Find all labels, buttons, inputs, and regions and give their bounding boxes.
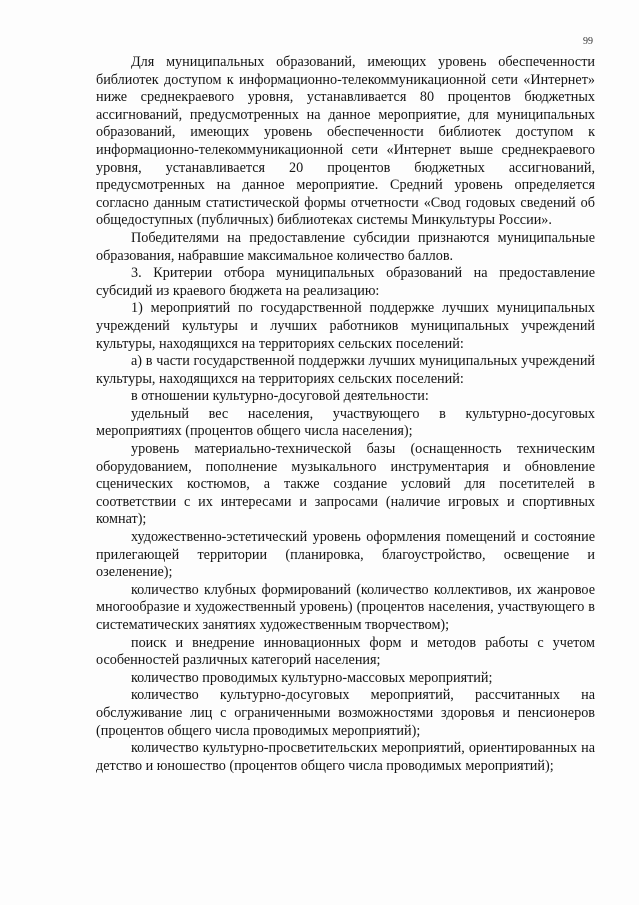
paragraph-criterion-clubs: количество клубных формирований (количество коллективов, их жанровое многообразие и художественный уровень) (процентов населения, участвующего в систематических занятиях художественным творчеством); <box>96 581 595 633</box>
paragraph-winners: Победителями на предоставление субсидии признаются муниципальные образования, набравшие максимальное количество баллов. <box>96 229 595 264</box>
paragraph-cultural-leisure: в отношении культурно-досуговой деятельности: <box>131 388 429 405</box>
paragraph-criterion-aesthetic: художественно-эстетический уровень оформления помещений и состояние прилегающей территории (планировка, благоустройство, освещение и озеленение); <box>96 529 595 581</box>
paragraph-library-internet-access: Для муниципальных образований, имеющих уровень обеспеченности библиотек доступом к информационно-телекоммуникационной сети «Интернет» ниже среднекраевого уровня, устанавливается 80 процентов бюджетных ассигнований, предусмотренных на данное мероприятие, для муниципальных образований, имеющих уровень обеспеченности библиотек доступом к информационно-телекоммуникационной сети «Интернет выше среднекраевого уровня, устанавливается 20 процентов бюджетных ассигнований, предусмотренных на данное мероприятие. Средний уровень определяется согласно данным статистической формы отчетности «Свод годовых сведений об общедоступных (публичных) библиотеках системы Минкультуры России». <box>96 54 595 229</box>
paragraph-item-1a: а) в части государственной поддержки лучших муниципальных учреждений культуры, находящихся на территориях сельских поселений: <box>96 353 595 387</box>
paragraph-criterion-material-base: уровень материально-технической базы (оснащенность техническим оборудованием, пополнение музыкального инструментария и обновление сценических костюмов, а также создание условий для посетителей в соответствии с их интересами и запросами (наличие игровых и спортивных комнат); <box>96 441 595 528</box>
paragraph-criterion-youth: количество культурно-просветительских мероприятий, ориентированных на детство и юношество (процентов общего числа проводимых мероприятий); <box>96 740 595 774</box>
paragraph-criterion-innovation: поиск и внедрение инновационных форм и методов работы с учетом особенностей различных категорий населения; <box>96 634 595 669</box>
paragraph-criterion-mass-events: количество проводимых культурно-массовых мероприятий; <box>131 669 493 686</box>
document-body <box>96 54 595 775</box>
paragraph-item-1: 1) мероприятий по государственной поддержке лучших муниципальных учреждений культуры и лучших работников муниципальных учреждений культуры, находящихся на территориях сельских поселений: <box>96 300 595 352</box>
paragraph-criterion-share: удельный вес населения, участвующего в культурно-досуговых мероприятиях (процентов общего числа населения); <box>96 405 595 440</box>
paragraph-criterion-disabled-pensioners: количество культурно-досуговых мероприятий, рассчитанных на обслуживание лиц с ограниченными возможностями здоровья и пенсионеров (процентов общего числа проводимых мероприятий); <box>96 687 595 739</box>
paragraph-selection-criteria: 3. Критерии отбора муниципальных образований на предоставление субсидий из краевого бюджета на реализацию: <box>96 265 595 299</box>
page-number: 99 <box>583 36 593 47</box>
